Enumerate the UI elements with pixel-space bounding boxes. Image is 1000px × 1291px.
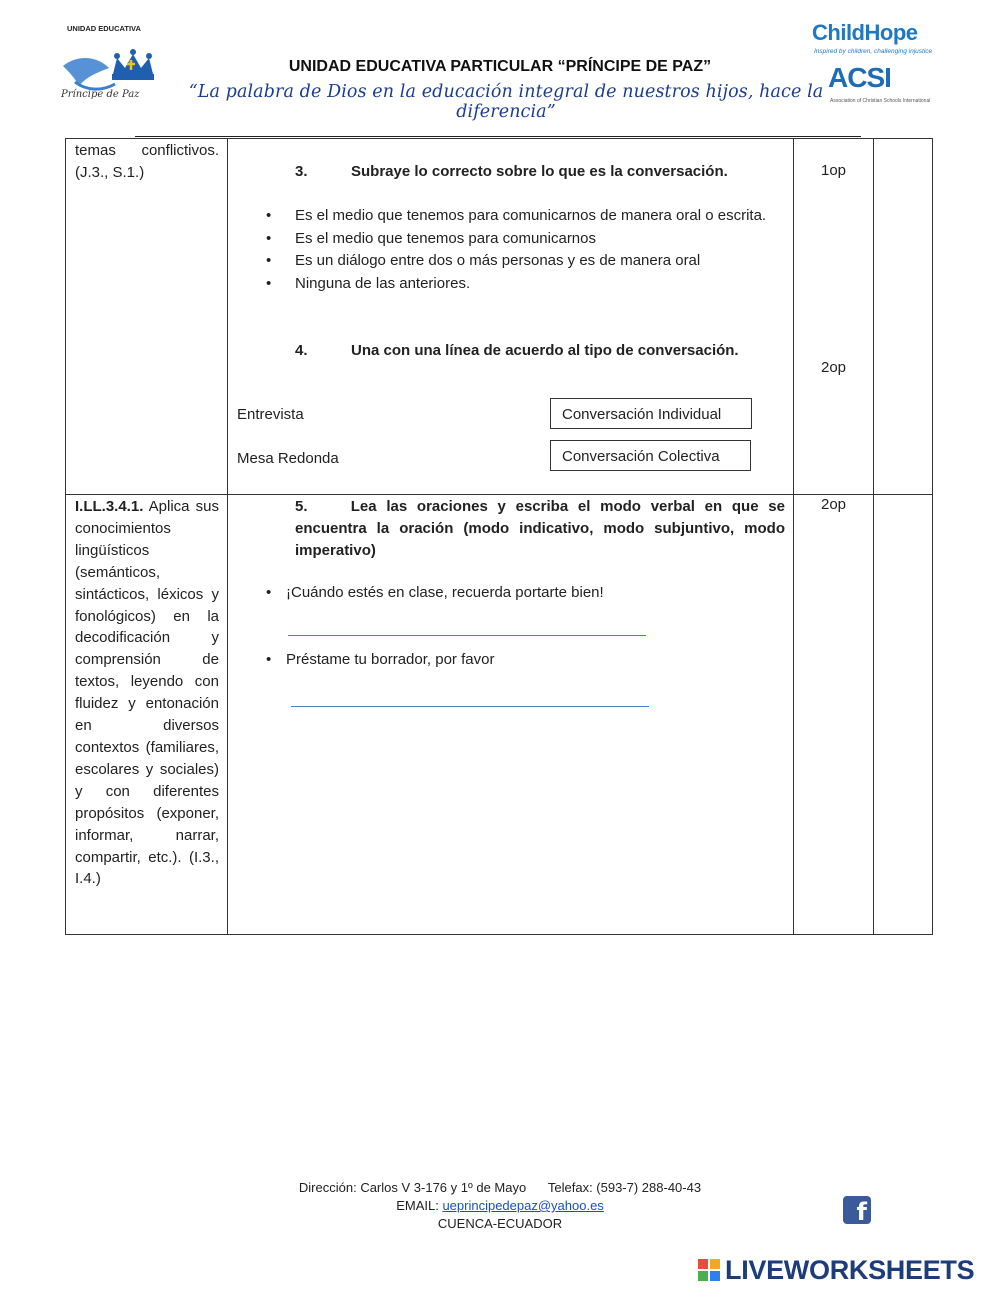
acsi-logo: ACSI xyxy=(828,62,891,93)
question-5-heading xyxy=(295,496,785,562)
sentence-item xyxy=(266,584,604,601)
match-left-item[interactable]: Entrevista xyxy=(237,406,304,423)
question-number: 5. xyxy=(295,498,308,515)
footer-email-label: EMAIL: xyxy=(396,1198,439,1213)
question-3-heading xyxy=(295,161,785,183)
facebook-icon[interactable]: f xyxy=(843,1196,871,1224)
match-right-item[interactable]: Conversación Individual xyxy=(550,398,752,429)
question-prompt: Lea las oraciones y escriba el modo verbal en que se encuentra la oración (modo indicativo, modo subjuntivo, modo imperativo) xyxy=(295,498,785,559)
question-4-score: 2op xyxy=(820,359,847,376)
match-left-item[interactable]: Mesa Redonda xyxy=(237,450,339,467)
liveworksheets-mark-icon xyxy=(698,1259,720,1281)
logo-small-text: UNIDAD EDUCATIVA xyxy=(67,24,141,33)
activity-cell xyxy=(228,139,794,495)
logo-script-text: Príncipe de Paz xyxy=(61,89,140,100)
score-cell xyxy=(794,139,874,495)
school-title: UNIDAD EDUCATIVA PARTICULAR “PRÍNCIPE DE PAZ” xyxy=(288,58,712,75)
footer-phone: Telefax: (593-7) 288-40-43 xyxy=(547,1180,702,1195)
sentence-item xyxy=(266,651,494,668)
question-prompt: Subraye lo correcto sobre lo que es la conversación. xyxy=(351,163,728,180)
criterion-text xyxy=(66,495,227,890)
answer-input-1[interactable] xyxy=(288,615,646,636)
criterion-code: I.LL.3.4.1. xyxy=(75,498,144,515)
criterion-description: Aplica sus conocimientos lingüísticos (semánticos, sintácticos, léxicos y fonológicos) en la decodificación y comprensión de textos, leyendo con fluidez y entonación en diversos contextos (familiares, escolares y sociales) y con diferentes propósitos (exponer, informar, narrar, compartir, etc.). (I.3., I.4.) xyxy=(75,498,219,888)
liveworksheets-wordmark: LIVEWORKSHEETS xyxy=(725,1255,975,1285)
question-5-score: 2op xyxy=(820,496,847,513)
school-motto: “La palabra de Dios en la educación integral de nuestros hijos, hace la diferencia” xyxy=(188,82,824,122)
question-4-heading xyxy=(295,340,785,362)
question-number: 4. xyxy=(295,342,308,359)
match-right-item[interactable]: Conversación Colectiva xyxy=(550,440,751,471)
footer-email-link[interactable]: ueprincipedepaz@yahoo.es xyxy=(442,1198,604,1213)
score-cell xyxy=(794,495,874,935)
sentence-text: Préstame tu borrador, por favor xyxy=(286,651,495,668)
question-3-score: 1op xyxy=(820,162,847,179)
footer-city: CUENCA-ECUADOR xyxy=(437,1216,563,1231)
option-item[interactable]: • Es el medio que tenemos para comunicarnos xyxy=(266,228,785,251)
footer-contact xyxy=(0,1180,1000,1195)
question-number: 3. xyxy=(295,163,308,180)
bullet-icon: • xyxy=(266,651,272,668)
childhope-tagline: Inspired by children, challenging injustice xyxy=(814,48,933,55)
question-3-options xyxy=(266,205,785,295)
table-row xyxy=(66,139,933,495)
sentence-text: ¡Cuándo estés en clase, recuerda portarte bien! xyxy=(286,584,604,601)
worksheet-table xyxy=(65,138,933,935)
criterion-cell xyxy=(66,139,228,495)
option-item[interactable]: • Ninguna de las anteriores. xyxy=(266,273,785,296)
criterion-cell xyxy=(66,495,228,935)
childhope-logo: ChildHope xyxy=(812,20,918,45)
activity-cell xyxy=(228,495,794,935)
option-item[interactable]: • Es el medio que tenemos para comunicarnos de manera oral o escrita. xyxy=(266,205,785,228)
table-row xyxy=(66,495,933,935)
question-prompt: Una con una línea de acuerdo al tipo de conversación. xyxy=(351,342,739,359)
option-item[interactable]: • Es un diálogo entre dos o más personas y es de manera oral xyxy=(266,250,785,273)
answer-input-2[interactable] xyxy=(291,686,649,707)
grade-cell xyxy=(874,495,933,935)
acsi-tagline: Association of Christian Schools International xyxy=(830,98,931,104)
grade-cell xyxy=(874,139,933,495)
criterion-text: temas conflictivos. (J.3., S.1.) xyxy=(75,142,219,181)
header-divider xyxy=(135,136,861,137)
bullet-icon: • xyxy=(266,584,272,601)
footer-address: Dirección: Carlos V 3-176 y 1º de Mayo xyxy=(298,1180,527,1195)
